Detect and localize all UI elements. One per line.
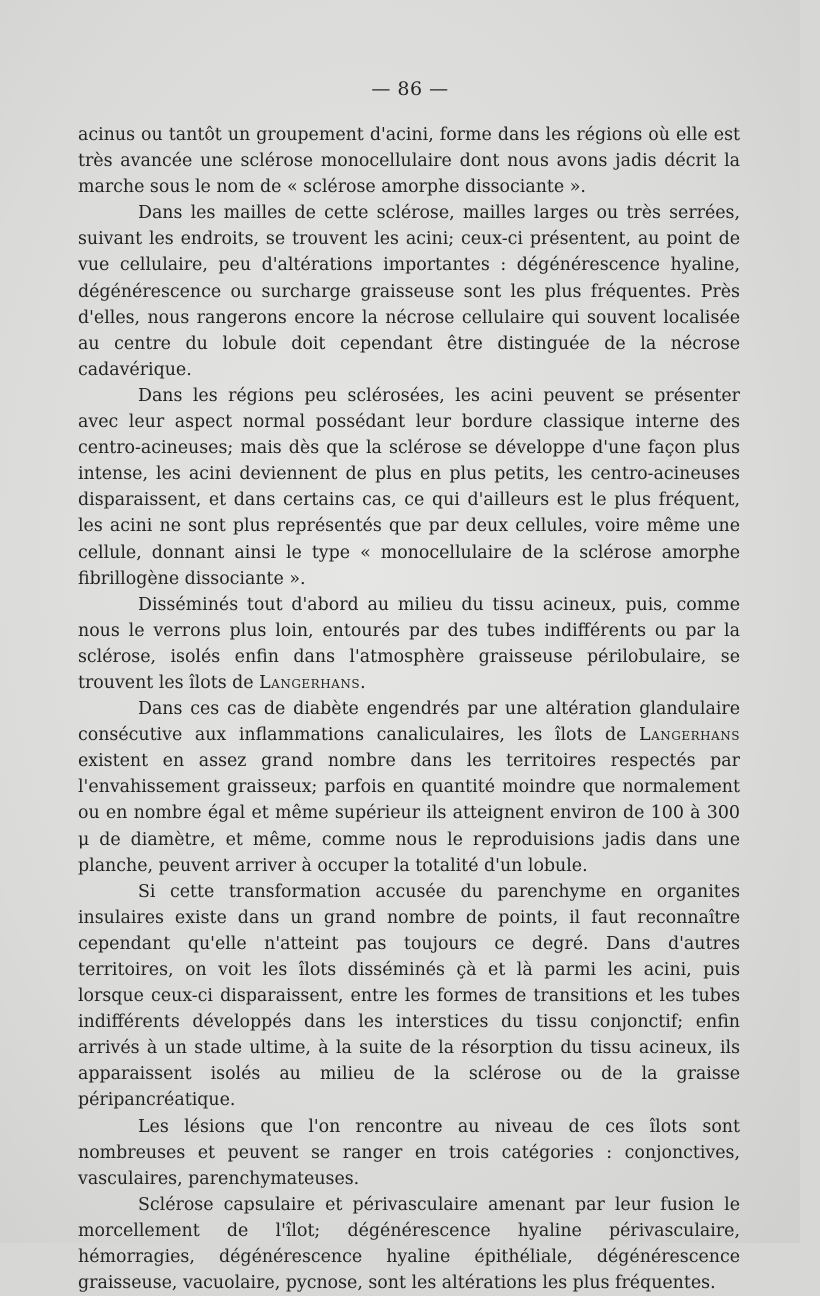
- paragraph-4-end: .: [360, 672, 366, 693]
- paragraph-5-end: existent en assez grand nombre dans les territoires respectés par l'envahissement graisseux; parfois en quantité moindre que normalement ou en nombre égal et même supérieur ils atteignent environ de 100 à 300 μ de diamètre, et même, comme nous le reproduisions jadis dans une planche, peuvent arriver à occuper la totalité d'un lobule.: [78, 751, 740, 876]
- body-text: [78, 122, 740, 1296]
- paragraph-7: Les lésions que l'on rencontre au niveau de ces îlots sont nombreuses et peuvent se ranger en trois catégories : conjonctives, vasculaires, parenchymateuses.: [78, 1116, 740, 1189]
- author-name-langerhans: Langerhans: [259, 672, 361, 693]
- paragraph-5-text: Dans ces cas de diabète engendrés par une altération glandulaire consécutive aux inflammations canaliculaires, les îlots de: [78, 699, 740, 746]
- paragraph-3: Dans les régions peu sclérosées, les acini peuvent se présenter avec leur aspect normal possédant leur bordure classique interne des centro-acineuses; mais dès que la sclérose se développe d'une façon plus intense, les acini deviennent de plus en plus petits, les centro-acineuses disparaissent, et dans certains cas, ce qui d'ailleurs est le plus fréquent, les acini ne sont plus représentés que par deux cellules, voire même une cellule, donnant ainsi le type « monocellulaire de la sclérose amorphe fibrillogène dissociante ».: [78, 385, 740, 589]
- paragraph-2: Dans les mailles de cette sclérose, mailles larges ou très serrées, suivant les endroits, se trouvent les acini; ceux-ci présentent, au point de vue cellulaire, peu d'altérations importantes : dégénérescence hyaline, dégénérescence ou surcharge graisseuse sont les plus fréquentes. Près d'elles, nous rangerons encore la nécrose cellulaire qui souvent localisée au centre du lobule doit cependant être distinguée de la nécrose cadavérique.: [78, 203, 740, 380]
- paragraph-5: [78, 696, 740, 879]
- paragraph-8: Sclérose capsulaire et périvasculaire amenant par leur fusion le morcellement de l'îlot; dégénérescence hyaline périvasculaire, hémorragies, dégénérescence hyaline épithéliale, dégénérescence graisseuse, vacuolaire, pycnose, sont les altérations les plus fréquentes.: [78, 1194, 740, 1294]
- paragraph-1: acinus ou tantôt un groupement d'acini, forme dans les régions où elle est très avancée une sclérose monocellulaire dont nous avons jadis décrit la marche sous le nom de « sclérose amorphe dissociante ».: [78, 125, 740, 198]
- author-name-langerhans: Langerhans: [639, 725, 740, 746]
- paragraph-4: [78, 592, 740, 696]
- paragraph-4-text: Disséminés tout d'abord au milieu du tissu acineux, puis, comme nous le verrons plus loin, entourés par des tubes indifférents ou par la sclérose, isolés enfin dans l'atmosphère graisseuse périlobulaire, se trouvent les îlots de: [78, 594, 740, 693]
- paragraph-6: Si cette transformation accusée du parenchyme en organites insulaires existe dans un grand nombre de points, il faut reconnaître cependant qu'elle n'atteint pas toujours ce degré. Dans d'autres territoires, on voit les îlots disséminés çà et là parmi les acini, puis lorsque ceux-ci disparaissent, entre les formes de transitions et les tubes indifférents développés dans les interstices du tissu conjonctif; enfin arrivés à un stade ultime, à la suite de la résorption du tissu acineux, ils apparaissent isolés au milieu de la sclérose ou de la graisse péripancréatique.: [78, 881, 740, 1111]
- page-number: — 86 —: [371, 78, 449, 100]
